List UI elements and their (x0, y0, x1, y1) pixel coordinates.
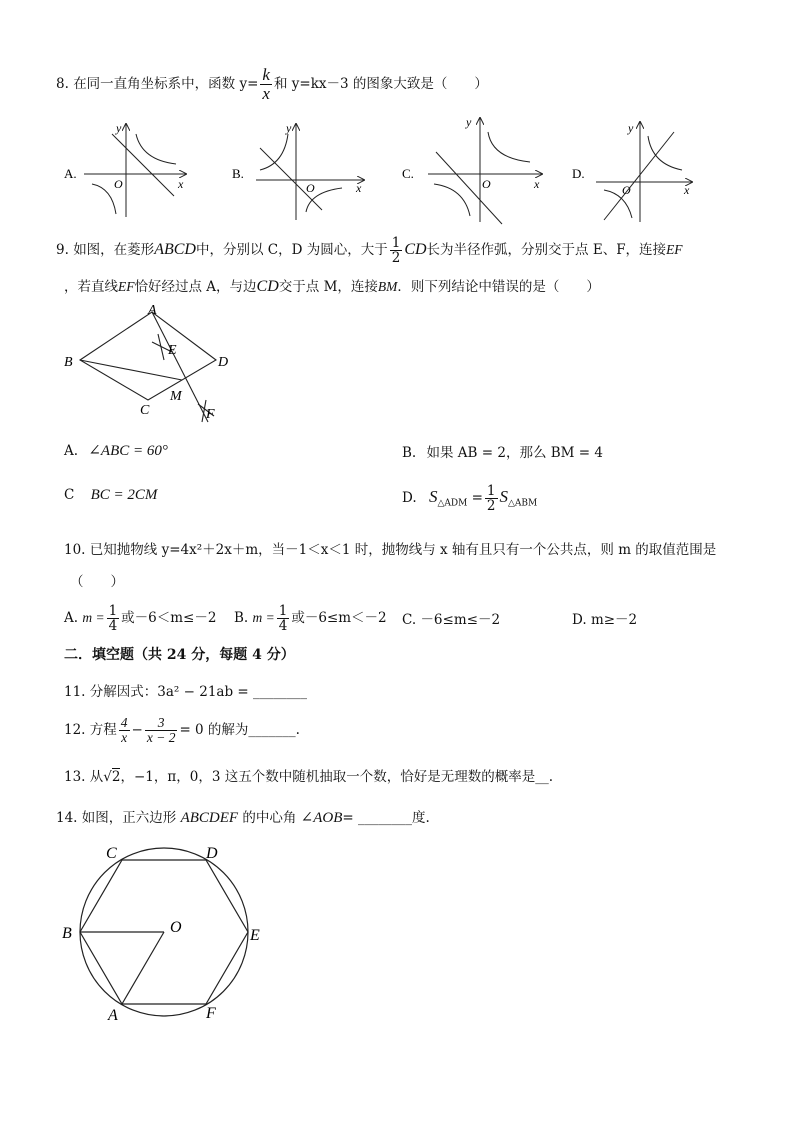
q9-option-b-label: B. (402, 445, 417, 461)
q8-option-b-label: B. (232, 166, 244, 181)
q9-option-d[interactable] (402, 477, 537, 517)
q8-option-d-label: D. (572, 166, 585, 181)
q8-option-a-label: A. (64, 166, 77, 181)
q12-fraction-2 (145, 716, 178, 745)
q8-text-pre: 在同一直角坐标系中，函数 y= (73, 76, 259, 92)
q9-segment: BM (377, 279, 398, 294)
q12-number: 12. (64, 722, 86, 738)
q9-segment: EF (118, 279, 135, 294)
q12-frac2-den: x − 2 (146, 730, 176, 745)
sqrt-icon: √ (103, 769, 112, 785)
q10-option-a-frac-den: 4 (108, 618, 118, 634)
q9-label-c: C (140, 403, 150, 418)
q9-text: 恰好经过点 A，与边 (134, 279, 257, 295)
q9-option-d-sub: △ADM (437, 498, 468, 509)
q8-b-origin: O (306, 181, 315, 195)
q9-fraction (390, 236, 403, 265)
q9-label-d: D (218, 355, 229, 370)
q8-c-x-label: x (534, 177, 540, 191)
q8-graph-a (64, 121, 186, 217)
q14-label-a: A (108, 1007, 118, 1024)
q11-number: 11. (64, 684, 86, 700)
q14-text: 的中心角 (242, 810, 297, 826)
q9-option-d-frac-num: 1 (486, 482, 496, 499)
q9-option-c[interactable] (64, 487, 157, 504)
q14-label-c: C (106, 845, 117, 862)
q14-label-o: O (170, 919, 182, 936)
q12-frac2-num: 3 (145, 716, 178, 731)
q8-b-y-label: y (286, 121, 292, 135)
q10-option-c-text: －6≤m≤－2 (420, 612, 501, 628)
q12-fraction-1 (119, 716, 130, 745)
q10-option-b-fraction (277, 604, 290, 633)
q9-option-c-text: BC = 2CM (90, 487, 158, 503)
q10-option-b[interactable] (234, 598, 387, 638)
q12 (64, 710, 300, 750)
q9-frac-num: 1 (391, 234, 401, 251)
q14-label-b: B (62, 925, 72, 942)
q13-radicand: 2 (111, 769, 121, 785)
q9-option-d-frac-den: 2 (486, 498, 496, 514)
q14-label-e: E (250, 927, 260, 944)
q9-label-f: F (206, 407, 215, 422)
q9-number: 9. (56, 242, 69, 258)
q9-segment: CD (404, 241, 427, 258)
q9-option-b-text: 如果 AB = 2，那么 BM = 4 (426, 445, 603, 461)
q14-label-f: F (206, 1005, 216, 1022)
q13 (64, 765, 553, 785)
q9-text: 如图，在菱形 (73, 242, 155, 258)
q14-figure (58, 838, 278, 1028)
q8-c-y-label: y (466, 115, 472, 129)
q9-option-d-fraction (485, 484, 498, 513)
q8-fraction (260, 66, 272, 103)
q9-stem-line2 (64, 276, 600, 298)
q12-minus: − (131, 722, 143, 738)
q9-text: 交于点 M，连接 (278, 279, 378, 295)
q9-option-a[interactable] (64, 441, 168, 460)
q8-a-origin: O (114, 177, 123, 191)
q10-option-b-pre: m = (252, 610, 275, 625)
q10-option-d-text: m≥－2 (590, 612, 638, 628)
q10-option-a[interactable] (64, 598, 216, 638)
q10-option-c-label: C. (402, 612, 417, 628)
q13-number: 13. (64, 769, 86, 785)
q12-text: = 0 的解为_______. (179, 722, 300, 738)
q14-text: = ________度. (342, 810, 430, 826)
q10-option-c[interactable] (402, 608, 500, 628)
q14-hexagon-name: ABCDEF (180, 810, 239, 826)
q9-option-d-sub: △ABM (508, 498, 538, 509)
q11-text: 分解因式：3a² − 21ab = ________ (89, 684, 307, 700)
q10-option-d-label: D. (572, 612, 587, 628)
q9-option-d-s: S (499, 487, 508, 506)
q9-frac-den: 2 (391, 250, 401, 266)
q8-stem (56, 64, 488, 104)
q8-frac-num: k (262, 65, 270, 85)
q9-stem-line1 (56, 232, 683, 268)
q8-graph-c (402, 115, 542, 224)
q9-figure (60, 304, 240, 428)
q13-text: 从 (89, 769, 104, 785)
q14 (56, 806, 430, 827)
q14-number: 14. (56, 810, 78, 826)
q10-option-a-post: 或－6＜m≤－2 (121, 610, 217, 626)
q8-a-x-label: x (178, 177, 184, 191)
q14-angle: ∠AOB (300, 810, 343, 826)
q9-label-m: M (170, 389, 182, 404)
q9-option-d-label: D. (402, 490, 417, 506)
q13-text: ，−1，π，0，3 这五个数中随机抽取一个数，恰好是无理数的概率是__. (120, 769, 554, 785)
q9-option-a-text: ∠ABC = 60° (88, 443, 168, 459)
q8-number: 8. (56, 76, 69, 92)
q12-text: 方程 (89, 722, 117, 738)
q10-option-d[interactable] (572, 608, 637, 628)
q8-graphs (56, 112, 716, 227)
q9-option-d-eq: = (471, 490, 483, 506)
q8-d-x-label: x (684, 183, 690, 197)
q8-c-origin: O (482, 177, 491, 191)
q8-b-x-label: x (356, 181, 362, 195)
q9-option-b[interactable] (402, 441, 603, 461)
q10-stem-line1 (64, 538, 716, 558)
q10-option-b-frac-num: 1 (278, 602, 288, 619)
q8-graph-d (572, 121, 692, 222)
q9-text: ．则下列结论中错误的是（ ） (397, 279, 600, 295)
q9-label-a: A (148, 304, 157, 318)
q9-segment: EF (666, 242, 683, 257)
q11 (64, 680, 307, 700)
q10-option-b-post: 或－6≤m＜－2 (291, 610, 387, 626)
q9-text: ，若直线 (64, 279, 118, 295)
q10-option-a-label: A. (64, 610, 79, 626)
q9-option-a-label: A. (64, 443, 79, 459)
q10-option-a-pre: m = (82, 610, 105, 625)
q9-segment: CD (256, 278, 279, 295)
q14-label-d: D (206, 845, 218, 862)
q9-option-d-s: S (428, 487, 438, 506)
q9-text: 长为半径作弧，分别交于点 E、F，连接 (426, 242, 667, 258)
q8-d-y-label: y (628, 121, 634, 135)
q14-text: 如图，正六边形 (81, 810, 177, 826)
q12-frac1-num: 4 (120, 714, 128, 730)
q8-text-post: 和 y=kx－3 的图象大致是（ ） (273, 76, 488, 92)
section-heading: 二．填空题（共 24 分，每题 4 分） (64, 647, 295, 663)
q10-option-b-frac-den: 4 (278, 618, 288, 634)
q12-frac1-den: x (121, 730, 128, 745)
q10-option-a-frac-num: 1 (108, 602, 118, 619)
q9-option-c-label: C (64, 487, 75, 503)
q8-frac-den: x (262, 84, 270, 103)
q9-label-b: B (64, 355, 73, 370)
q10-option-b-label: B. (234, 610, 249, 626)
q8-d-origin: O (622, 183, 631, 197)
q10-option-a-fraction (107, 604, 120, 633)
q8-graph-b (232, 121, 364, 220)
q9-rhombus-name: ABCD (154, 241, 196, 258)
q8-option-c-label: C. (402, 166, 414, 181)
q10-text: 已知抛物线 y=4x²＋2x＋m，当－1＜x＜1 时，抛物线与 x 轴有且只有一个公共点，则 m 的取值范围是 (89, 542, 717, 558)
q10-number: 10. (64, 542, 86, 558)
q9-text: 中，分别以 C，D 为圆心，大于 (195, 242, 388, 258)
q9-label-e: E (168, 343, 177, 358)
q10-text: （ ） (70, 574, 124, 590)
q8-a-y-label: y (116, 121, 122, 135)
q10-stem-line2 (70, 570, 124, 590)
